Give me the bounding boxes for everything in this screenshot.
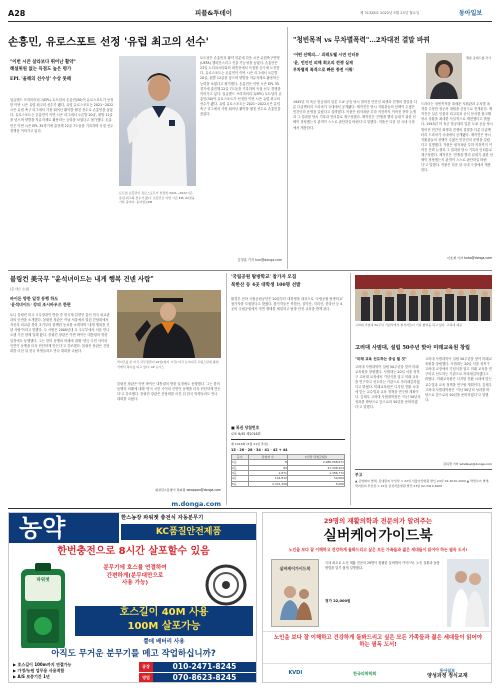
lotto-rank: 4등: [232, 476, 249, 481]
notice-body: ▲ 김영화씨 별세, 김대환씨 부인상 = 22일 서울아산병원 발인 24일 02-3010-2000 ▲ 박명수씨 별세, 박지현씨 부친상 = 21일 삼성서울병원 발인 23일 02-3410-6900: [355, 479, 490, 488]
kg-reporter: 김하경 기자 whatsup@donga.com: [443, 462, 492, 466]
sprayer-hose-box: [75, 606, 253, 636]
son-body-1-text-copy: 일글랜드 프리미어리그(EPL) 토트넘의 손흥민(30)이 유로스포트가 선정한 이번 시즌 유럽 최고의 선수가 됐다. 유럽 유로스포트는 2021~2022시즌 유럽 축구 리그에서 가장 뛰어난 활약을 펼친 선수로 손흥민을 꼽았다.: [200, 91, 282, 117]
lotto-title: '국립공원 탐방학교' 참가자 모집: [231, 275, 297, 280]
table-row: [232, 481, 345, 486]
lotto-prize: 47,398,424: [287, 465, 344, 470]
son-sub-3: EPL '올해의 선수상' 수상 못해: [10, 77, 71, 83]
lotto-col-prize: 1인당 당첨금(원): [287, 455, 344, 460]
lotto-rank: 1등: [232, 460, 249, 465]
sprayer-badge: KC품질안전제품: [155, 527, 222, 537]
sprayer-bullet-2: ▶ 가정/농원 업무용 사용적합: [13, 668, 65, 673]
silvercare-orgs: [263, 663, 492, 683]
kg-body-text: 고려대 사범대학이 설립 50주년을 맞아 미래교육원을 창립했다. 사범대는 20일 서울 성북구 고려대 교정에서 기념식을 열고 미래 교육을 연구하고 선도하는 기관으로 자리매김하겠다고 밝혔다. 미래교육원은 디지털 전환 시대에 맞는 교수법과 교육 정책을 연구할 계획이다. 김채우 고려대 사범대학장은 '지난 50년의 성과를 바탕으로 앞으로의 50년을 준비하겠다'고 말했다.: [355, 364, 421, 410]
sprayer-headline: 한번충전으로 8시간 살포할수 있음: [57, 546, 210, 557]
sprayer-desc-2: 간편하게(분무대만으로: [106, 572, 164, 579]
drama-body-text: 1945년 미 육군 항공대의 일본 도쿄 공습 당시 벌어진 민간인 희생과 전쟁의 결말을 다룬 다큐멘터리 드라마가 국내에서 공개됐다. 제작진은 당시 지휘관들의 선택이 수많은 민간인의 운명을 갈랐다고 설명했다. 작품은 원자폭탄 투하 직전까지 이어진 전략 논쟁과 그 결과를 당시 기록과 인터뷰로 재구성했다. 제작진은 '전쟁을 빨리 끝내기 위한 선택이 정당했는지 관객이 스스로 판단하길 바란다'고 말했다. 작품은 다음 달 국내 극장에서 개봉한다.: [293, 100, 417, 130]
lotto-prize: 50,000: [287, 476, 344, 481]
lotto-winners: 2,871: [248, 471, 287, 476]
notice-rule: [355, 469, 492, 470]
silvercare-band: [263, 631, 492, 659]
sprayer-phones: [139, 662, 256, 682]
silvercare-desc: 국내 최초로 노인 재활 전문의 29명이 집필한 실버케어 가이드북. 노인 질환과 돌봄 방법을 알기 쉽게 설명했다.: [325, 561, 440, 570]
smith-website[interactable]: m.donga.com: [171, 500, 221, 508]
graduation-figure: [117, 290, 221, 358]
smith-subheads: [10, 296, 110, 309]
org-kvdi: KVDI: [288, 670, 303, 677]
notice-title: 부고: [355, 472, 363, 477]
section-rule-2: [8, 508, 492, 509]
silvercare-title: 가이드북: [378, 528, 433, 544]
drama-sub-2: '윤, 빈안인 피해 회오의 전쟁 실제: [293, 60, 353, 66]
lotto-table-title: ■ 복권 당첨번호: [231, 425, 260, 430]
silvercare-top: 29명의 재활의학과 전문의가 알려주는: [323, 517, 433, 525]
smith-title: 블링컨 美국무 "윤석녀이드는 내게 행복 건넨 사람": [10, 275, 154, 283]
sprayer-bottom-line: [9, 648, 257, 660]
lotto-winners: 144,812: [248, 476, 287, 481]
gladwell-figure: [426, 53, 462, 99]
sprayer-bottom: 아직도 무거운 분무기를 메고 작업하십니까?: [51, 649, 216, 659]
lotto-prize: 2,986,068,671: [287, 460, 344, 465]
lotto-body: [231, 297, 345, 421]
son-body-1: [10, 98, 114, 266]
son-reporter: 김정훈 기자 hun@donga.com: [237, 258, 282, 262]
col-divider-2: [226, 273, 227, 505]
sprayer-bullets: [13, 662, 133, 680]
silvercare-band-text: 노인을 보다 잘 이해하고 건강하게 돌봐드리고 싶은 모든 가족들과 젊은 세대들이 읽어야 하는 필독 도서!: [273, 635, 483, 649]
silvercare-sub: 노인을 보다 잘 이해하고 건강하게 돌봐드리고 싶은 모든 가족들과 젊은 세대들이 읽어야 하는 필독 도서!: [288, 547, 468, 552]
lotto-body-text: 환경부 산하 국립공원공단은 20일부터 대학생을 대상으로 '국립공원 탐방학교' 참가자를 모집한다고 밝혔다. 참가자들은 북한산, 설악산, 지리산, 한라산 등 4곳의 국립공원에서 자연 생태를 체험하고 탐방 안전 교육을 받게 된다.: [231, 297, 344, 312]
kg-photo-caption: 고려대 사범대 50주년 기념식에서 참석자들이 기념 촬영을 하고 있다. 고려대 제공: [355, 323, 463, 327]
lotto-table-sub: 로또 6/45 제1016회: [231, 432, 261, 436]
smith-body-text: 토니 블링컨 미국 국무장관이 방한 중 한국계 입양인 출신 미국 외교관과의 인연을 소개했다. 블링컨 장관은 이날 서울에서 열린 간담회에서 자신의 외교관 경력 초기부터 함께한 동료를 소개하며 '내게 행복을 건넨 사람'이라고 말했다. 두 사람은 2000년대 초 국무부에서 처음 만나 오랜 기간 함께 일해 왔다.: [10, 313, 110, 338]
lotto-numbers-box: [231, 439, 345, 453]
silvercare-book-title: 실버케어가이드북: [279, 566, 311, 571]
smith-body-right: [117, 382, 221, 494]
sprayer-desc: [75, 565, 195, 588]
son-sub-1: "이번 시즌 살라보다 뛰어난 활약": [10, 60, 76, 65]
drama-body-2: [421, 102, 493, 252]
son-body-2-text: 유로스포트는 손흥민이 이번 시즌 리그에서 오른발 20골, 왼발 12골을 넣으며 양발을 자유자재로 활용하는 능력을 보였다고 평가했다. 손흥민은 이번 시즌 EPL 35경기에 출전해 22골 7도움을 기록하며 득점 선두 경쟁을 이어가고 있다.: [10, 113, 114, 133]
drama-title: "청빈목적 vs 무차별폭력"…2차대전 결말 바꿔: [293, 36, 430, 44]
sprayer-phone-1[interactable]: 010-2471-8245: [153, 662, 256, 672]
sprayer-label-2: 영업: [139, 673, 153, 683]
hose-reel-icon: [199, 563, 253, 607]
lotto-rank: 2등: [232, 465, 249, 470]
lotto-col-winners: 당첨자 수: [248, 455, 287, 460]
kg-sub: "미래 교육 선도하는 중심 될 것": [355, 357, 407, 361]
lotto-numbers: 15 · 26 · 28 · 34 · 41 · 42: [231, 447, 278, 452]
lotto-winners: 84: [248, 465, 287, 470]
lotto-winners: 8: [248, 460, 287, 465]
son-body-3: [200, 56, 282, 256]
sprayer-ad[interactable]: [8, 512, 257, 683]
sprayer-badge-box: [121, 524, 256, 540]
sprayer-label-1: 공장: [139, 662, 153, 672]
sprayer-tagline: 한스농장 파워젯 충전식 자동분무기: [121, 515, 204, 521]
page-number: A28: [8, 9, 26, 18]
lotto-draw: (5월 21일 추첨): [246, 442, 268, 446]
group-photo: [355, 275, 492, 321]
kg-body-text-copy: 고려대 사범대학이 설립 50주년을 맞아 미래교육원을 창립했다. 사범대는 20일 서울 성북구 고려대 교정에서 기념식을 열고 미래 교육을 연구하고 선도하는 기관으로 자리매김하겠다고 밝혔다. 미래교육원은 디지털 전환 시대에 맞는 교수법과 교육 정책을 연구할 계획이다. 김채우 고려대 사범대학장은 '지난 50년의 성과를 바탕으로 앞으로의 50년을 준비하겠다'고 말했다.: [425, 357, 492, 402]
sprayer-desc-1: 분무기에 호스를 연결하여: [103, 565, 167, 571]
paper-logo: 동아일보: [459, 10, 483, 17]
son-subheads: [10, 60, 114, 84]
son-title: 손흥민, 유로스포트 선정 '유럽 최고의 선수': [8, 36, 209, 48]
drama-photo-caption: 맬콤 글래드웰 작가: [466, 56, 492, 60]
smith-reporter: 워싱턴=문병기 특파원 weappon@donga.com: [155, 488, 221, 492]
smith-body: [10, 313, 110, 513]
kg-body: [355, 357, 421, 469]
drama-reporter: 이호재 기자 hoho@donga.com: [447, 256, 492, 260]
son-body-2-text-copy: 유로스포트는 손흥민이 이번 시즌 리그에서 오른발 20골, 왼발 12골을 넣으며 양발을 자유자재로 활용하는 능력을 보였다고 평가했다. 손흥민은 이번 시즌 EPL 35경기에 출전해 22골 7도움을 기록하며 득점 선두 경쟁을 이어가고 있다.: [200, 71, 281, 96]
lotto-number-line: 15 · 26 · 28 · 34 · 41 · 42 + 44: [231, 447, 288, 452]
silvercare-title-row: [263, 527, 492, 548]
son-figure: [119, 56, 196, 186]
lotto-bonus: 44: [282, 447, 288, 452]
smith-sub-2: '윤석녀이드' 강의 조시바우즈 한편: [10, 302, 71, 308]
sprayer-bullet-1: ▶ 호스길이 100m까지 연결가능: [13, 662, 72, 667]
kg-body-right: [425, 357, 492, 461]
doctors-photo: [447, 559, 489, 627]
org-society: 한국의학학회: [353, 671, 377, 676]
sprayer-desc-3: 사용 가능): [121, 580, 149, 587]
sprayer-brand: 농약: [19, 514, 66, 542]
drama-body: [293, 100, 417, 262]
sprayer-product-label: 파워젯: [36, 578, 50, 583]
sprayer-battery: 뿔데 배터리 사용: [143, 639, 185, 645]
masthead: [8, 8, 492, 20]
drama-sub-1: '어떤 선택의…' 괴레도웰 시연 인터뷰: [293, 52, 360, 57]
smith-photo-caption: 학사모를 쓴 미국 국무장관이 22일(현지 시간) 미국 뉴저지주 프린스턴대 졸업식에서 축사를 하고 있다. AP 뉴시스: [117, 360, 219, 369]
lotto-prize: 5,000: [287, 481, 344, 486]
lotto-round: 제 1016회: [231, 442, 246, 446]
silvercare-brand: 실버케어: [323, 528, 378, 544]
org-donga-sub: 양성과정 정식교재: [427, 673, 468, 680]
section-rule-1: [8, 270, 492, 271]
sprayer-brand-box: [9, 513, 119, 543]
drama-body-2-text: 드라마는 청빈목적을 내세운 지휘관과 무차별 폭격을 주장한 장군의 대립을 중심으로 전개된다. 제작진은 실존 인물의 회고록과 공식 문서를 참고해 당시 상황을 최대한 사실적으로 재현했다고 밝혔다.: [421, 102, 493, 127]
smith-photo: [117, 290, 221, 358]
smith-byline: (홍 네모 손잡): [10, 287, 30, 291]
lotto-rank: 3등: [232, 471, 249, 476]
lotto-winners: 2,431,306: [248, 481, 287, 486]
kg-title: 고려대 사범대, 설립 50주년 맞아 미래교육원 창립: [355, 345, 471, 351]
son-sub-2: 해설위원 없는 득점도 높은 평가: [10, 66, 72, 72]
col-divider-3: [350, 273, 351, 505]
lotto-table: [231, 454, 345, 487]
smith-body-2-text: 블링컨 장관은 이번 바이든 대통령의 방한 일정에도 동행했다. 그는 한미 동맹의 미래에 대해 '양국 국민 사이의 인연이 동맹을 더욱 단단하게 만든다'고 강조했다. 블링컨 장관은 간담회를 마친 뒤 한국 학생들과도 만나 대화를 나눴다.: [10, 333, 110, 353]
sprayer-phone-2[interactable]: 070-8623-8245: [153, 673, 256, 683]
lotto-sub: 북한산 등 4곳 대학생 100명 선발: [231, 283, 301, 288]
son-body-1-text: 일글랜드 프리미어리그(EPL) 토트넘의 손흥민(30)이 유로스포트가 선정한 이번 시즌 유럽 최고의 선수가 됐다. 유럽 유로스포트는 2021~2022시즌 유럽 축구 리그에서 가장 뛰어난 활약을 펼친 선수로 손흥민을 꼽았다.: [10, 98, 114, 118]
org-donga-name: 동아일보: [439, 667, 456, 673]
smith-body-2-copy: 블링컨 장관은 이번 바이든 대통령의 방한 일정에도 동행했다. 그는 한미 동맹의 미래에 대해 '양국 국민 사이의 인연이 동맹을 더욱 단단하게 만든다'고 강조했다. 블링컨 장관은 간담회를 마친 뒤 한국 학생들과도 만나 대화를 나눴다.: [117, 382, 221, 402]
son-photo-caption: 토트넘 손흥민이 유로스포트가 선정한 2021~2022시즌 유럽 최고의 선수가 됐다. 손흥민은 이번 시즌 EPL 22골을 기록 중이다. 동아일보DB: [119, 191, 195, 205]
drama-subheads: [293, 52, 421, 73]
sprayer-hose-1: 호스길이 40M 사용: [119, 607, 209, 618]
lotto-prize: 1,386,772: [287, 471, 344, 476]
silvercare-book: [271, 559, 319, 627]
son-body-3-text: 토트넘은 손흥민의 활약 덕분에 다음 시즌 유럽축구연맹(UEFA) 챔피언스리그 진출 가능성을 높였다. 손흥민은 23일 노리치시티와의 최종전에서 득점왕 등극에 도전한다.: [200, 56, 280, 76]
sprayer-bullet-3: ▶ A/S 보증기간 1년: [13, 674, 50, 679]
lotto-round-line: [231, 442, 345, 447]
silvercare-book-art: [272, 576, 320, 622]
kg-photo: [355, 275, 492, 321]
sprayer-phone-row-2: [139, 673, 256, 683]
section-name: 피플&투데이: [195, 9, 233, 17]
silvercare-price: 정가 22,000원: [325, 599, 351, 603]
drama-photo: [426, 53, 462, 99]
sprayer-hose-2: 100M 살포가능: [127, 621, 201, 632]
drama-sub-3: 무차별적 폭격으로 빠른 종전 이뤄': [293, 66, 354, 72]
drama-body-text-copy: 1945년 미 육군 항공대의 일본 도쿄 공습 당시 벌어진 민간인 희생과 전쟁의 결말을 다룬 다큐멘터리 드라마가 국내에서 공개됐다. 제작진은 당시 지휘관들의 선택이 수많은 민간인의 운명을 갈랐다고 설명했다. 작품은 원자폭탄 투하 직전까지 이어진 전략 논쟁과 그 결과를 당시 기록과 인터뷰로 재구성했다. 제작진은 '전쟁을 빨리 끝내기 위한 선택이 정당했는지 관객이 스스로 판단하길 바란다'고 말했다. 작품은 다음 달 국내 극장에서 개봉한다.: [421, 122, 493, 173]
org-donga: [427, 669, 467, 680]
issue-meta: 제 31328호 2022년 5월 23일 월요일: [360, 11, 420, 15]
smith-sub-1: 바이든 방한 일정 동행 하도: [10, 296, 59, 301]
silvercare-doctors: [447, 559, 489, 627]
lotto-col-rank: 등수: [232, 455, 249, 460]
son-photo: [119, 56, 196, 186]
masthead-rule: [8, 21, 492, 22]
silvercare-ad[interactable]: [262, 512, 492, 683]
col-divider-1: [287, 27, 288, 269]
lotto-rank: 5등: [232, 481, 249, 486]
sprayer-phone-row-1: [139, 662, 256, 672]
